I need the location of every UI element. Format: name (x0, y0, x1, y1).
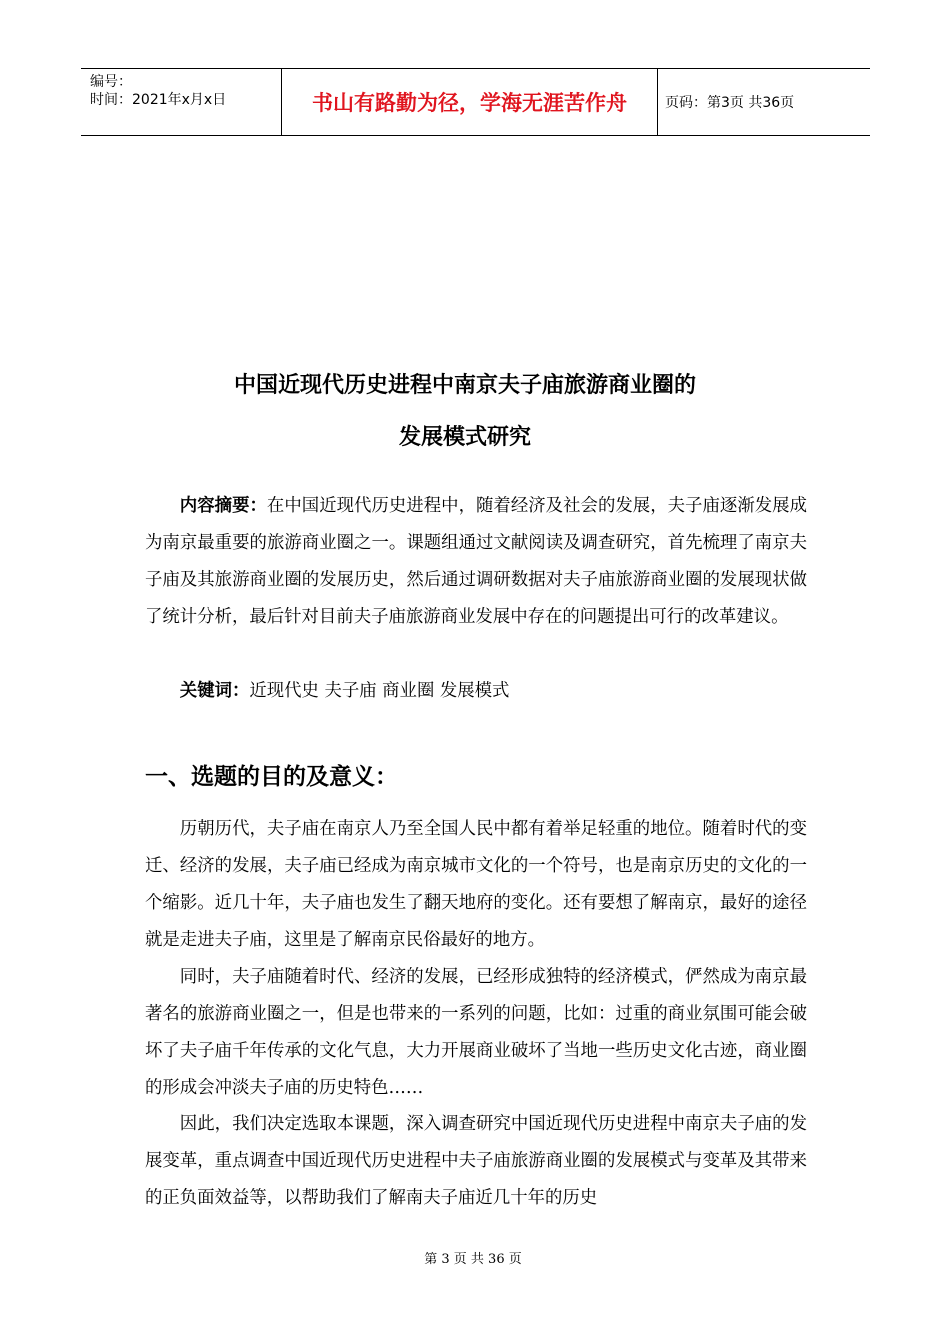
keywords-label: 关键词： (179, 681, 250, 701)
body-paragraph-3: 因此，我们决定选取本课题，深入调查研究中国近现代历史进程中南京夫子庙的发展变革，重点调查中国近现代历史进程中夫子庙旅游商业圈的发展模式与变革及其带来的正负面效益等，以帮助我们了解南夫子庙近几十年的历史 (145, 1114, 807, 1208)
page-footer: 第 3 页 共 36 页 (424, 1252, 522, 1267)
keywords-text: 近现代史 夫子庙 商业圈 发展模式 (249, 681, 510, 701)
abstract-label: 内容摘要： (179, 496, 267, 516)
header-page-info: 页码：第3页 共36页 (665, 95, 795, 111)
abstract-text: 在中国近现代历史进程中，随着经济及社会的发展，夫子庙逐渐发展成为南京最重要的旅游商业圈之一。课题组通过文献阅读及调查研究，首先梳理了南京夫子庙及其旅游商业圈的发展历史，然后通过调研数据对夫子庙旅游商业圈的发展现状做了统计分析，最后针对目前夫子庙旅游商业发展中存在的问题提出可行的改革建议。 (145, 496, 807, 627)
header-motto: 书山有路勤为径，学海无涯苦作舟 (282, 69, 658, 135)
time-label: 时间：2021年x月x日 (90, 92, 227, 108)
abstract-paragraph (145, 488, 807, 636)
body-paragraph-2: 同时，夫子庙随着时代、经济的发展，已经形成独特的经济模式，俨然成为南京最著名的旅游商业圈之一，但是也带来的一系列的问题，比如：过重的商业氛围可能会破坏了夫子庙千年传承的文化气息，大力开展商业破坏了当地一些历史文化古迹，商业圈的形成会冲淡夫子庙的历史特色…… (145, 967, 807, 1098)
header-meta (81, 69, 282, 135)
title-line-1: 中国近现代历史进程中南京夫子庙旅游商业圈的 (233, 373, 696, 398)
section-heading: 一、选题的目的及意义： (145, 764, 398, 790)
keywords-paragraph (145, 673, 807, 710)
title-line-2: 发展模式研究 (398, 425, 531, 450)
body-paragraph-1: 历朝历代，夫子庙在南京人乃至全国人民中都有着举足轻重的地位。随着时代的变迁、经济的发展，夫子庙已经成为南京城市文化的一个符号，也是南京历史的文化的一个缩影。近几十年，夫子庙也发生了翻天地府的变化。还有要想了解南京，最好的途径就是走进夫子庙，这里是了解南京民俗最好的地方。 (145, 819, 807, 950)
document-header (81, 68, 870, 136)
number-label: 编号： (90, 74, 132, 90)
